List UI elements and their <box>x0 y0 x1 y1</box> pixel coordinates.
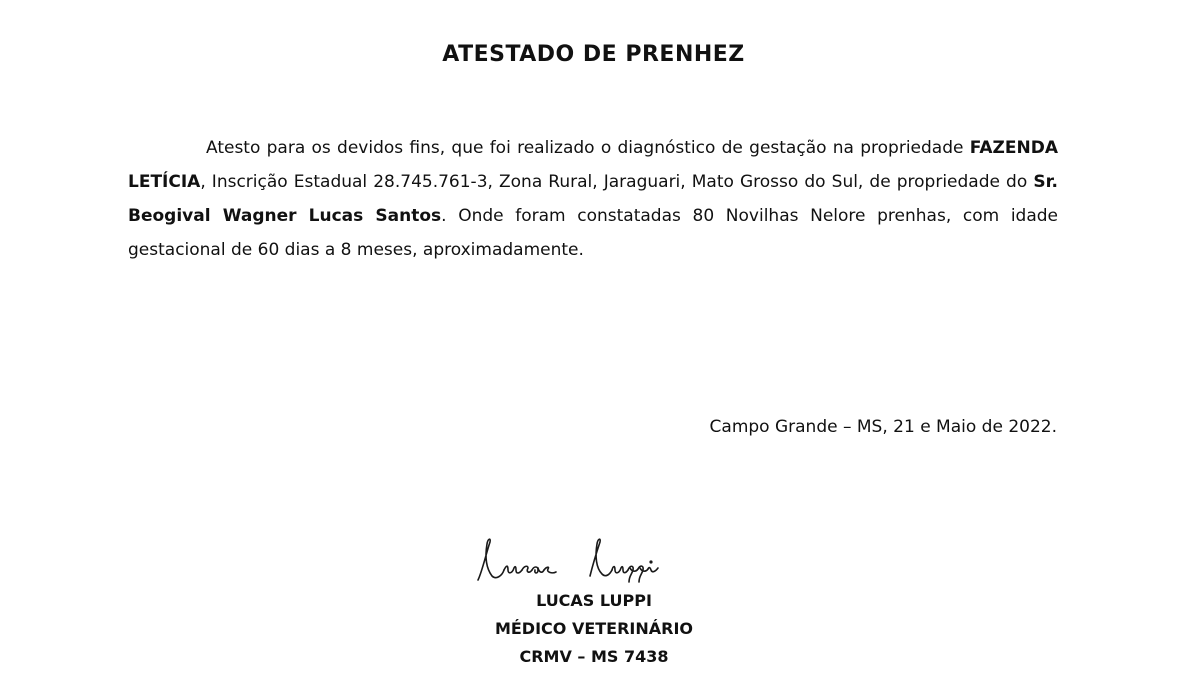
signer-name: LUCAS LUPPI <box>536 591 652 610</box>
signer-registration: CRMV – MS 7438 <box>519 647 669 666</box>
farm-name: FAZENDA LETÍCIA <box>128 138 1058 192</box>
paragraph-text-part3: . Onde foram constatadas 80 Novilhas Nelore prenhas, com idade gestacional de 60 dias a 8 meses, aproximadamente. <box>128 206 1058 260</box>
paragraph-text-part2: , Inscrição Estadual 28.745.761-3, Zona Rural, Jaraguari, Mato Grosso do Sul, de propriedade do <box>200 172 1034 192</box>
document-title: ATESTADO DE PRENHEZ <box>442 42 745 67</box>
handwritten-signature <box>472 532 708 584</box>
signer-block <box>0 587 1188 671</box>
owner-name: Sr. Beogival Wagner Lucas Santos <box>128 172 1058 226</box>
signer-role: MÉDICO VETERINÁRIO <box>494 619 694 638</box>
certificate-paragraph <box>128 131 1058 267</box>
date-line: Campo Grande – MS, 21 e Maio de 2022. <box>709 417 1057 437</box>
paragraph-text-part1: Atesto para os devidos fins, que foi realizado o diagnóstico de gestação na propriedade <box>206 138 970 158</box>
